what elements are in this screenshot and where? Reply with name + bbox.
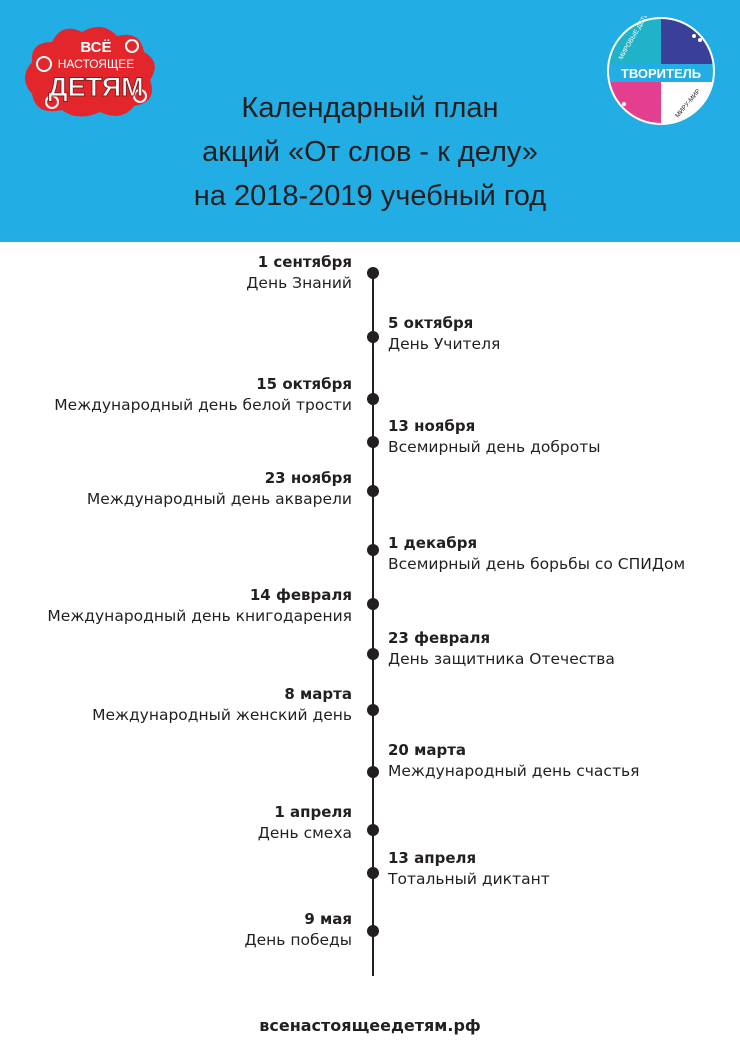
timeline-event (246, 252, 352, 294)
timeline-event (388, 740, 639, 782)
footer-website: всенастоящеедетям.рф (259, 1016, 481, 1035)
tvoritel-logo (606, 16, 716, 126)
logo-text-vse: ВСЁ (80, 39, 112, 56)
timeline-event (87, 468, 352, 510)
event-date: 23 ноября (264, 469, 352, 487)
logo-text-nastoyashchee: НАСТОЯЩЕЕ (57, 57, 135, 71)
timeline-event (54, 374, 352, 416)
event-name: Международный день белой трости (54, 396, 352, 414)
event-name: Тотальный диктант (388, 870, 550, 888)
logo-text-miru-mir: МИРУ-МИР (674, 87, 703, 120)
event-date: 13 ноября (388, 417, 476, 435)
logo-text-detyam: ДЕТЯМ (48, 72, 144, 102)
timeline-dot (367, 704, 379, 716)
page-title (160, 86, 580, 218)
event-date: 1 сентября (257, 253, 352, 271)
timeline-event (388, 313, 500, 355)
event-name: День защитника Отечества (388, 650, 615, 668)
header-banner (0, 0, 740, 242)
event-name: Международный женский день (92, 706, 352, 724)
event-date: 5 октября (388, 314, 474, 332)
event-name: День Знаний (246, 274, 352, 292)
timeline-dot (367, 598, 379, 610)
timeline-event (388, 416, 600, 458)
title-line-2: акций «От слов - к делу» (202, 136, 538, 168)
timeline-event (388, 628, 615, 670)
timeline-event (47, 585, 352, 627)
timeline-event (92, 684, 352, 726)
timeline-dot (367, 867, 379, 879)
timeline-event (244, 909, 352, 951)
vse-nastoyashchee-detyam-logo (22, 22, 162, 120)
logo-text-mirovye-deti: МИРОВЫЕ ДЕТИ (617, 16, 651, 61)
event-name: Международный день книгодарения (47, 607, 352, 625)
event-date: 23 февраля (388, 629, 491, 647)
event-name: День победы (244, 931, 352, 949)
timeline-dot (367, 824, 379, 836)
event-date: 15 октября (256, 375, 352, 393)
timeline-dot (367, 331, 379, 343)
event-name: День Учителя (388, 335, 501, 353)
title-line-1: Календарный план (241, 92, 499, 124)
timeline-event (388, 533, 685, 575)
event-date: 9 мая (304, 910, 352, 928)
event-date: 20 марта (388, 741, 467, 759)
timeline-dot (367, 393, 379, 405)
timeline-dot (367, 648, 379, 660)
event-date: 8 марта (284, 685, 352, 703)
timeline-event (258, 802, 352, 844)
event-name: Международный день счастья (388, 762, 640, 780)
event-date: 13 апреля (388, 849, 477, 867)
timeline-dot (367, 766, 379, 778)
timeline-dot (367, 925, 379, 937)
timeline-dot (367, 436, 379, 448)
event-name: Всемирный день доброты (388, 438, 601, 456)
timeline-dot (367, 544, 379, 556)
event-date: 1 декабря (388, 534, 478, 552)
timeline-dot (367, 267, 379, 279)
event-name: Всемирный день борьбы со СПИДом (388, 555, 686, 573)
event-name: Международный день акварели (86, 490, 352, 508)
logo-text-tvoritel: ТВОРИТЕЛЬ (620, 66, 702, 81)
event-date: 1 апреля (274, 803, 352, 821)
title-line-3: на 2018-2019 учебный год (193, 180, 547, 212)
timeline-event (388, 848, 550, 890)
event-date: 14 февраля (249, 586, 352, 604)
timeline-dot (367, 485, 379, 497)
event-name: День смеха (257, 824, 352, 842)
